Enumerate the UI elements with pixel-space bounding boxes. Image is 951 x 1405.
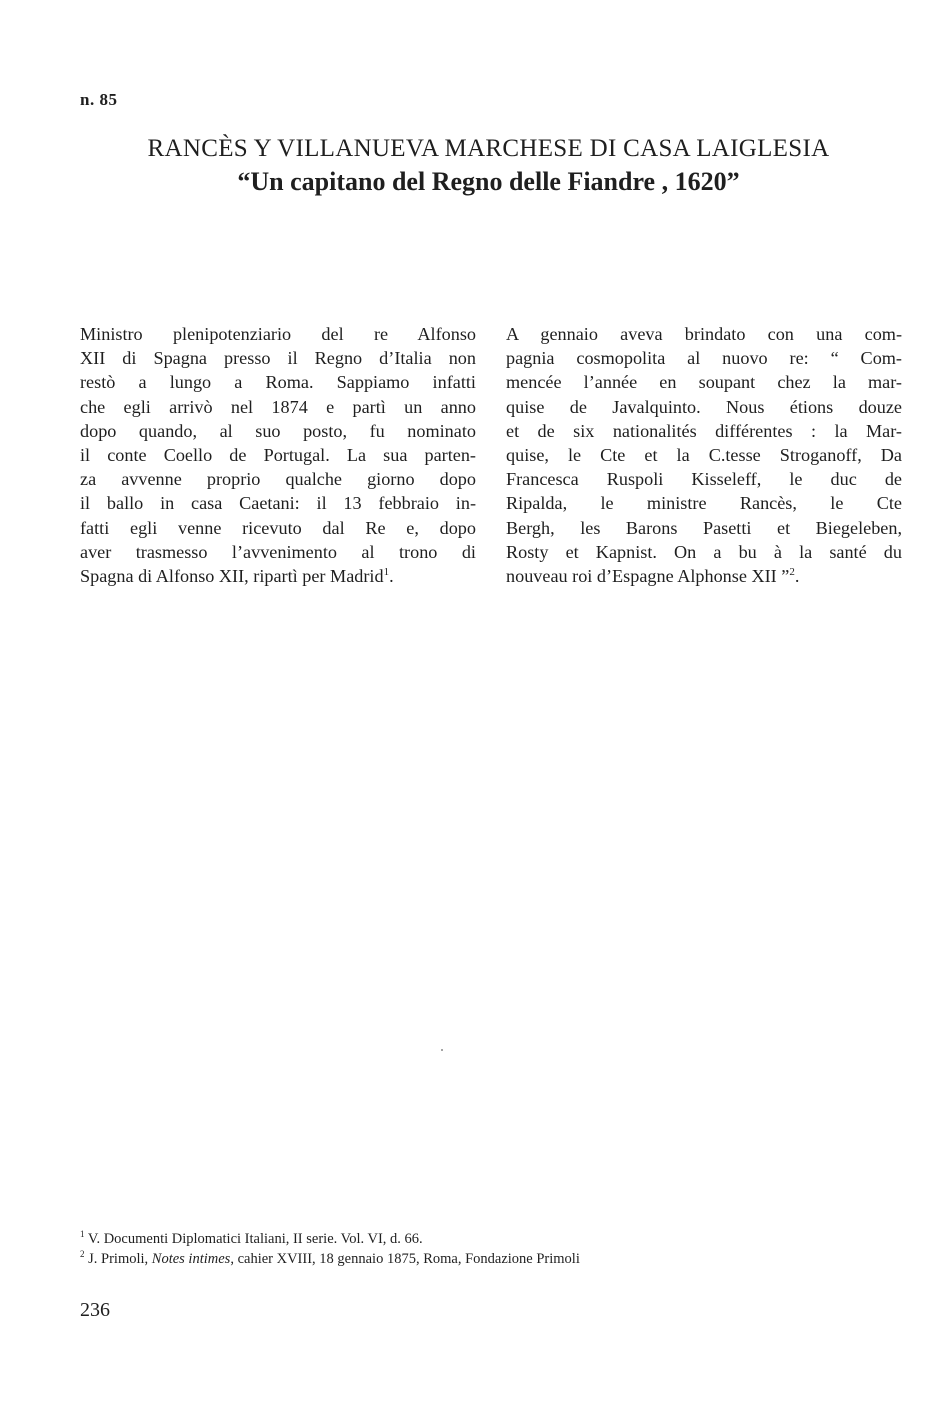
text-line-last-body: Spagna di Alfonso XII, ripartì per Madrid	[80, 566, 384, 587]
author-heading: RANCÈS Y VILLANUEVA MARCHESE DI CASA LAIGLESIA	[147, 135, 830, 162]
footnotes	[80, 1229, 580, 1269]
text-line: XII di Spagna presso il Regno d’Italia non	[80, 348, 476, 369]
footnote-1	[80, 1229, 580, 1249]
page-number: 236	[80, 1299, 110, 1321]
entry-number: n. 85	[80, 90, 118, 109]
right-column	[506, 322, 902, 588]
text-line-last	[80, 564, 476, 588]
text-line: mencée l’année en soupant chez la mar-	[506, 372, 902, 393]
text-line: fatti egli venne ricevuto dal Re e, dopo	[80, 517, 476, 538]
article-heading	[0, 133, 951, 199]
footnote-text: J. Primoli,	[84, 1251, 152, 1267]
footnote-italic-title: Notes intimes	[151, 1251, 231, 1267]
text-line: Rosty et Kapnist. On a bu à la santé du	[506, 541, 902, 562]
text-line-last-end: .	[794, 566, 800, 587]
text-line: quise, le Cte et la C.tesse Stroganoff, Da	[506, 445, 902, 466]
speck-mark	[441, 1049, 443, 1051]
footnote-text-end: , cahier XVIII, 18 gennaio 1875, Roma, Fondazione Primoli	[230, 1251, 580, 1267]
text-line: il ballo in casa Caetani: il 13 febbraio in-	[80, 493, 476, 514]
text-line-last-end: .	[389, 566, 394, 587]
footnote-marker: 1	[80, 1229, 85, 1240]
footnote-ref-1: 1	[383, 565, 390, 578]
text-line: quise de Javalquinto. Nous étions douze	[506, 396, 902, 417]
footnote-ref-2: 2	[789, 565, 795, 578]
text-line: pagnia cosmopolita al nuovo re: “ Com-	[506, 348, 902, 369]
text-line: et de six nationalités différentes : la Mar-	[506, 420, 902, 441]
article-title: “Un capitano del Regno delle Fiandre , 1620”	[237, 167, 740, 196]
text-line: il conte Coello de Portugal. La sua parten-	[80, 445, 476, 466]
text-line: za avvenne proprio qualche giorno dopo	[80, 469, 476, 490]
text-line: A gennaio aveva brindato con una com-	[506, 324, 902, 344]
text-line: aver trasmesso l’avvenimento al trono di	[80, 541, 476, 562]
footnote-marker: 2	[80, 1249, 85, 1260]
text-line: dopo quando, al suo posto, fu nominato	[80, 420, 476, 441]
text-line: Ripalda, le ministre Rancès, le Cte	[506, 493, 902, 514]
left-column	[80, 322, 476, 588]
text-line-last	[506, 564, 902, 588]
text-line: che egli arrivò nel 1874 e partì un anno	[80, 396, 476, 417]
text-line: restò a lungo a Roma. Sappiamo infatti	[80, 372, 476, 393]
footnote-2	[80, 1249, 580, 1269]
text-line: Francesca Ruspoli Kisseleff, le duc de	[506, 469, 902, 490]
text-line: Bergh, les Barons Pasetti et Biegeleben,	[506, 517, 902, 538]
text-line-last-body: nouveau roi d’Espagne Alphonse XII ”	[506, 566, 790, 587]
text-line: Ministro plenipotenziario del re Alfonso	[80, 324, 476, 344]
footnote-text: V. Documenti Diplomatici Italiani, II serie. Vol. VI, d. 66.	[84, 1231, 423, 1247]
